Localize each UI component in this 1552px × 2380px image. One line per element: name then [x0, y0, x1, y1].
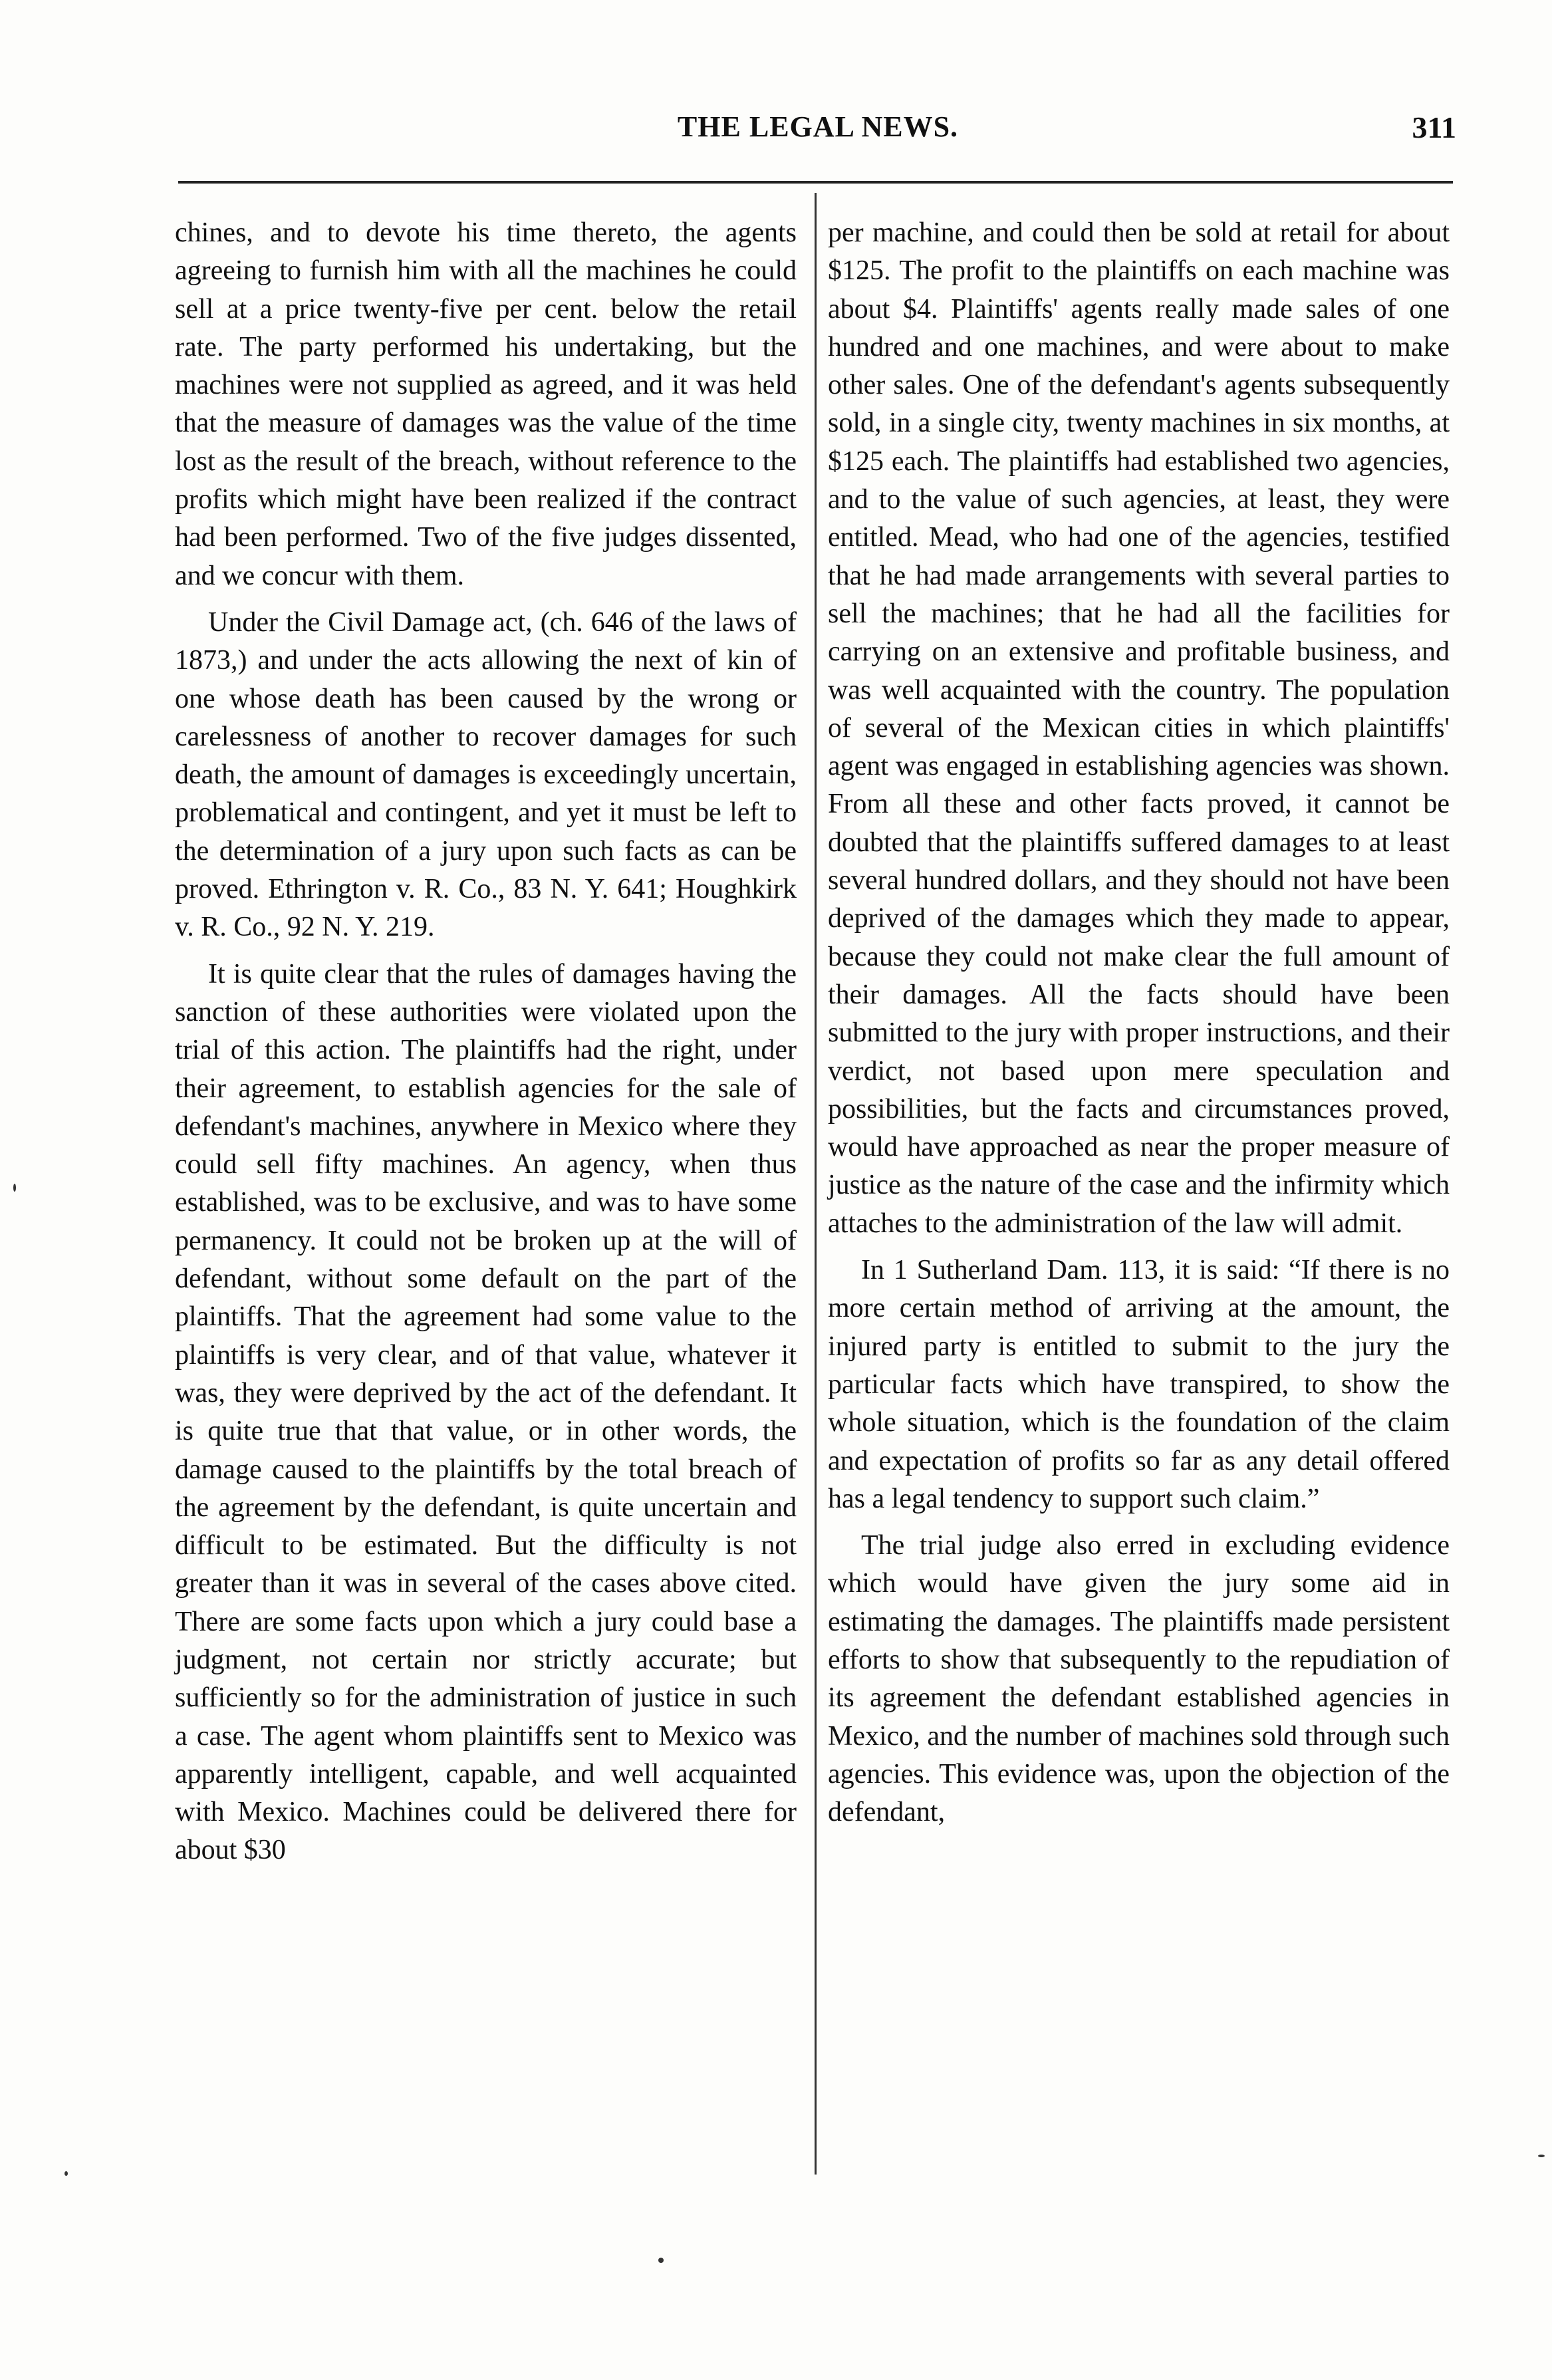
paper-speck — [658, 2258, 664, 2263]
right-continuation-paragraph: per machine, and could then be sold at retail for about $125. The profit to the plaintiffs on each machine was about $4. Plaintiffs' agents really made sales of one hundred and one machines, and were about to make other sales. One of the defendant's agents subsequently sold, in a single city, twenty machines in six months, at $125 each. The plaintiffs had established two agencies, and to the value of such agencies, at least, they were entitled. Mead, who had one of the agencies, testified that he had made arrangements with several parties to sell the machines; that he had all the facilities for carrying on an extensive and profitable business, and was well acquainted with the country. The population of several of the Mexican cities in which plaintiffs' agent was engaged in establishing agencies was shown. From all these and other facts proved, it cannot be doubted that the plaintiffs suffered damages to at least several hundred dollars, and they should not have been deprived of the damages which they made to appear, because they could not make clear the full amount of their damages. All the facts should have been submitted to the jury with proper instructions, and their verdict, not based upon mere speculation and possibilities, but the facts and circumstances proved, would have approached as near the proper measure of justice as the nature of the case and the infirmity which attaches to the administration of the law will admit. — [828, 217, 1450, 1239]
journal-title: THE LEGAL NEWS. — [677, 110, 959, 143]
civil-damage-paragraph: Under the Civil Damage act, (ch. 646 of the laws of 1873,) and under the acts allowing the next of kin of one whose death has been caused by the wrong or carelessness of another to recover damages for such death, the amount of damages is exceedingly uncertain, problematical and contingent, and yet it must be left to the determination of a jury upon such facts as can be proved. Ethrington v. R. Co., 83 N. Y. 641; Houghkirk v. R. Co., 92 N. Y. 219. — [175, 606, 797, 943]
running-head — [173, 110, 1463, 156]
left-continuation-paragraph: chines, and to devote his time thereto, the agents agreeing to furnish him with all the machines he could sell at a price twenty-five per cent. below the retail rate. The party performed his undertaking, but the machines were not supplied as agreed, and it was held that the measure of damages was the value of the time lost as the result of the breach, without reference to the profits which might have been realized if the contract had been performed. Two of the five judges dissented, and we concur with them. — [175, 217, 797, 591]
header-rule — [178, 181, 1453, 184]
sutherland-paragraph: In 1 Sutherland Dam. 113, it is said: “If there is no more certain method of arriving at the amount, the injured party is entitled to submit to the jury the particular facts which have transpired, to show the whole situation, which is the foundation of the claim and expectation of profits so far as any detail offered has a legal tendency to support such claim.” — [828, 1255, 1450, 1514]
column-divider — [815, 193, 817, 2175]
page-number: 311 — [1412, 110, 1456, 144]
paper-speck — [65, 2171, 68, 2176]
trial-judge-paragraph: The trial judge also erred in excluding evidence which would have given the jury some aid in estimating the damages. The plaintiffs made persistent efforts to show that subsequently to the repudiation of its agreement the defendant established agencies in Mexico, and the number of machines sold through such agencies. This evidence was, upon the objection of the defendant, — [828, 1530, 1450, 1828]
right-column — [828, 214, 1450, 1831]
paper-speck — [1538, 2155, 1545, 2157]
rules-of-damages-paragraph: It is quite clear that the rules of damages having the sanction of these authorities were violated upon the trial of this action. The plaintiffs had the right, under their agreement, to establish agencies for the sale of defendant's machines, anywhere in Mexico where they could sell fifty machines. An agency, when thus established, was to be exclusive, and was to have some permanency. It could not be broken up at the will of defendant, without some default on the part of the plaintiffs. That the agreement had some value to the plaintiffs is very clear, and of that value, whatever it was, they were deprived by the act of the defendant. It is quite true that that value, or in other words, the damage caused to the plaintiffs by the total breach of the agreement by the defendant, is quite uncertain and difficult to be estimated. But the difficulty is not greater than it was in several of the cases above cited. There are some facts upon which a jury could base a judgment, not certain nor strictly accurate; but sufficiently so for the administration of justice in such a case. The agent whom plaintiffs sent to Mexico was apparently intelligent, capable, and well acquainted with Mexico. Machines could be delivered there for about $30 — [175, 958, 797, 1866]
paper-speck — [13, 1184, 16, 1192]
left-column — [175, 214, 797, 1870]
